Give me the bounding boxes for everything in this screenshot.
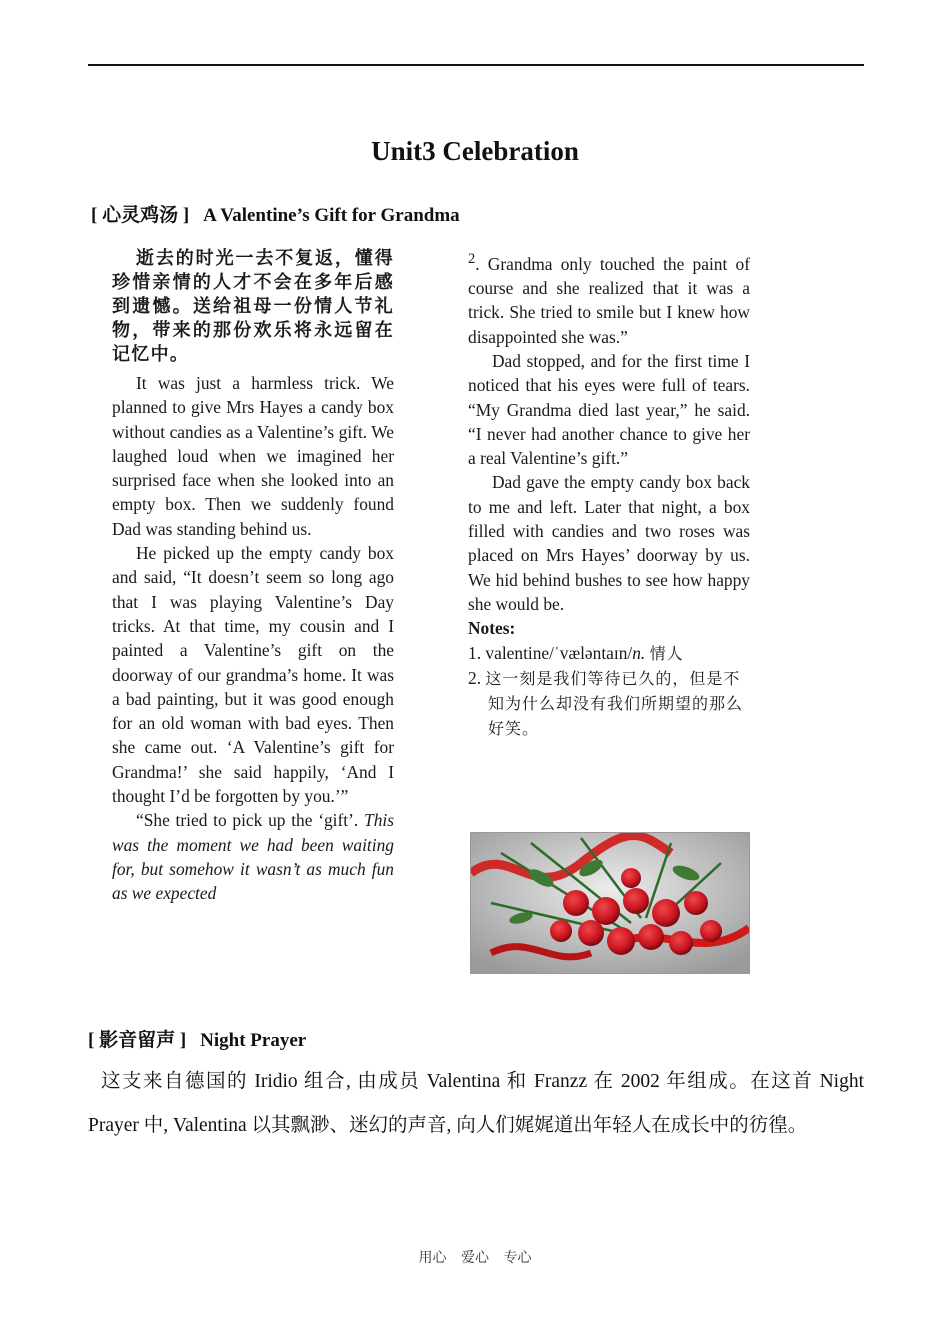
night-prayer-paragraph: 这支来自德国的 Iridio 组合, 由成员 Valentina 和 Franzz 在 2002 年组成。在这首 Night Prayer 中, Valentina 以其飘渺、迷幻的声音, 向人们娓娓道出年轻人在成长中的彷徨。 [88,1071,864,1136]
story-p3-italic: This was the moment we had been waiting for, but somehow it wasn’t as much fun as we expected [112,810,394,904]
note-1 [468,641,750,666]
note-1-word: valentine [485,642,550,663]
story-p3-end: . Grandma only touched the paint of course and she realized that it was a trick. She tried to smile but I knew how disappointed she was.” [468,253,750,347]
section1-title: A Valentine’s Gift for Grandma [203,205,460,226]
note-2-number: 2. [468,667,482,688]
note-1-number: 1. [468,642,482,663]
roses-illustration [471,833,749,973]
page-title: Unit3 Celebration [371,136,579,166]
note-2-chinese: 这一刻是我们等待已久的，但是不知为什么却没有我们所期望的那么好笑。 [485,668,744,739]
story-paragraph-1: It was just a harmless trick. We planned to give Mrs Hayes a candy box without candies as a Valentine’s gift. We laughed loud when we imagined her surprised face when she looked into an empty box. Then we suddenly found Dad was standing behind us. [112,373,394,539]
section2-heading [88,1025,306,1052]
section1-tag: [ 心灵鸡汤 ] [91,205,190,226]
story-p3-text: “She tried to pick up the ‘gift’. [136,810,359,831]
note-1-pos: n. [632,642,646,663]
note-1-chinese: 情人 [649,643,684,663]
section2-tag: [ 影音留声 ] [88,1030,187,1051]
story-left-column [112,247,394,906]
section1-heading [91,200,460,227]
header-rule [88,64,864,66]
footnote-marker: 2 [468,251,476,267]
chinese-intro: 逝去的时光一去不复返，懂得珍惜亲情的人才不会在多年后感到遗憾。送给祖母一份情人节礼物，带来的那份欢乐将永远留在记忆中。 [112,248,394,365]
story-paragraph-3-start [112,808,394,905]
roses-photo [470,832,750,974]
note-1-phonetic: /ˈvæləntaɪn/ [549,642,633,663]
story-paragraph-4: Dad stopped, and for the first time I noticed that his eyes were full of tears. “My Grandma died last year,” he said. “I never had another chance to give her a real Valentine’s gift.” [468,350,750,469]
section2-title: Night Prayer [200,1030,307,1051]
story-paragraph-3-end [468,247,750,349]
story-paragraph-2: He picked up the empty candy box and said, “It doesn’t seem so long ago that I was playing Valentine’s Day tricks. At that time, my cousin and I painted a Valentine’s gift on the doorway of our grandma’s home. It was a bad painting, but it was good enough for an old woman with bad eyes. Then she came out. ‘A Valentine’s gift for Grandma!’ she said happily, ‘And I thought I’d be forgotten by you.’” [112,543,394,807]
story-paragraph-5: Dad gave the empty candy box back to me and left. Later that night, a box filled with candies and two roses was placed on Mrs Hayes’ doorway by us. We hid behind bushes to see how happy she would be. [468,472,750,614]
story-right-column [468,247,750,742]
note-2 [468,666,750,742]
page-footer: 用心 爱心 专心 [418,1250,532,1266]
notes-heading: Notes: [468,618,516,639]
